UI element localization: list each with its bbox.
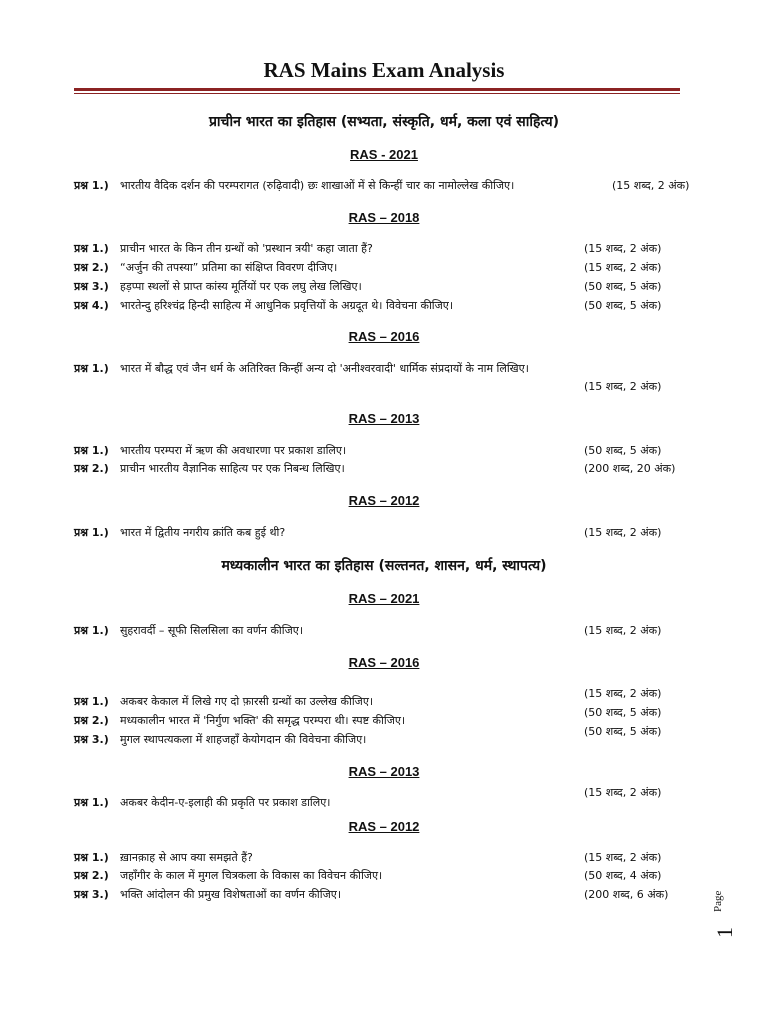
year-heading: RAS – 2018 — [348, 210, 420, 225]
title-rule-thick — [74, 88, 680, 91]
question-number: प्रश्न 1.) — [74, 796, 109, 809]
question-number: प्रश्न 1.) — [74, 179, 109, 192]
question-row — [74, 443, 694, 461]
question-row — [74, 786, 694, 813]
document-title: RAS Mains Exam Analysis — [263, 58, 505, 82]
question-text: ख़ानक़ाह से आप क्या समझते हैं? — [120, 851, 253, 864]
question-row — [74, 298, 694, 316]
question-row — [74, 887, 694, 905]
question-text: अकबर केदीन-ए-इलाही की प्रकृति पर प्रकाश डालिए। — [120, 796, 331, 809]
year-heading: RAS – 2016 — [348, 329, 420, 344]
question-marks: (15 शब्द, 2 अंक) — [584, 624, 662, 637]
question-text: सुहरावर्दी – सूफी सिलसिला का वर्णन कीजिए। — [120, 624, 304, 637]
question-text: “अर्जुन की तपस्या” प्रतिमा का संक्षिप्त विवरण दीजिए। — [120, 261, 338, 274]
question-marks: (50 शब्द, 4 अंक) — [584, 869, 662, 882]
year-heading: RAS – 2012 — [348, 493, 420, 508]
question-row — [74, 868, 694, 886]
question-number: प्रश्न 2.) — [74, 462, 109, 475]
question-text: भारतीय वैदिक दर्शन की परम्परागत (रुढ़िवादी) छः शाखाओं में से किन्हीं चार का नामोल्लेख कीजिए। — [120, 179, 515, 192]
year-heading: RAS – 2021 — [348, 591, 420, 606]
question-marks: (50 शब्द, 5 अंक) — [584, 706, 662, 719]
question-number: प्रश्न 1.) — [74, 695, 109, 708]
year-heading: RAS - 2021 — [350, 147, 418, 162]
year-heading: RAS – 2013 — [348, 411, 420, 426]
question-row — [74, 260, 694, 278]
question-marks: (15 शब्द, 2 अंक) — [584, 242, 662, 255]
question-marks: (50 शब्द, 5 अंक) — [584, 280, 662, 293]
question-text: भारत में द्वितीय नगरीय क्रांति कब हुई थी? — [120, 526, 286, 539]
question-row — [74, 279, 694, 297]
question-number: प्रश्न 1.) — [74, 242, 109, 255]
question-number: प्रश्न 4.) — [74, 299, 109, 312]
year-heading: RAS – 2013 — [348, 764, 420, 779]
question-row — [74, 623, 694, 641]
question-text: मध्यकालीन भारत में 'निर्गुण भक्ति' की समृद्ध परम्परा थी। स्पष्ट कीजिए। — [120, 714, 406, 727]
question-marks: (15 शब्द, 2 अंक) — [584, 526, 662, 539]
question-number: प्रश्न 3.) — [74, 888, 109, 901]
question-marks: (50 शब्द, 5 अंक) — [584, 299, 662, 312]
question-row — [74, 461, 694, 479]
question-text: हड़प्पा स्थलों से प्राप्त कांस्य मूर्तियों पर एक लघु लेख लिखिए। — [120, 280, 362, 293]
question-row — [74, 850, 694, 868]
question-text: भक्ति आंदोलन की प्रमुख विशेषताओं का वर्णन कीजिए। — [120, 888, 342, 901]
question-marks: (15 शब्द, 2 अंक) — [612, 179, 690, 192]
question-marks: (15 शब्द, 2 अंक) — [584, 851, 662, 864]
question-text: भारत में बौद्ध एवं जैन धर्म के अतिरिक्त किन्हीं अन्य दो 'अनीश्वरवादी' धार्मिक संप्रदायों के नाम लिखिए। — [120, 362, 529, 375]
question-text: प्राचीन भारतीय वैज्ञानिक साहित्य पर एक निबन्ध लिखिए। — [120, 462, 345, 475]
question-text: मुगल स्थापत्यकला में शाहजहाँ केयोगदान की विवेचना कीजिए। — [120, 733, 367, 746]
question-row — [74, 525, 694, 543]
question-row — [74, 178, 694, 196]
question-number: प्रश्न 2.) — [74, 261, 109, 274]
question-number: प्रश्न 2.) — [74, 869, 109, 882]
page-number: 1 — [712, 927, 737, 938]
question-text: जहाँगीर के काल में मुगल चित्रकला के विकास का विवेचन कीजिए। — [120, 869, 383, 882]
question-marks: (15 शब्द, 2 अंक) — [584, 261, 662, 274]
page-label: Page — [712, 890, 724, 912]
question-number: प्रश्न 1.) — [74, 851, 109, 864]
question-row — [74, 361, 694, 401]
question-number: प्रश्न 1.) — [74, 444, 109, 457]
question-number: प्रश्न 1.) — [74, 624, 109, 637]
question-text: भारतीय परम्परा में ऋण की अवधारणा पर प्रकाश डालिए। — [120, 444, 347, 457]
question-text: अकबर केकाल में लिखे गए दो फ़ारसी ग्रन्थों का उल्लेख कीजिए। — [120, 695, 374, 708]
question-number: प्रश्न 3.) — [74, 280, 109, 293]
question-marks: (50 शब्द, 5 अंक) — [584, 725, 662, 738]
question-marks: (200 शब्द, 6 अंक) — [584, 888, 669, 901]
question-marks: (15 शब्द, 2 अंक) — [584, 786, 662, 799]
question-row — [74, 725, 694, 750]
section-heading-ancient: प्राचीन भारत का इतिहास (सभ्यता, संस्कृति, धर्म, कला एवं साहित्य) — [208, 114, 560, 130]
year-heading: RAS – 2012 — [348, 819, 420, 834]
title-rule-thin — [74, 93, 680, 94]
page-footer — [712, 890, 752, 950]
question-marks: (15 शब्द, 2 अंक) — [584, 380, 662, 393]
question-marks: (200 शब्द, 20 अंक) — [584, 462, 676, 475]
question-number: प्रश्न 1.) — [74, 526, 109, 539]
question-marks: (50 शब्द, 5 अंक) — [584, 444, 662, 457]
question-text: भारतेन्दु हरिश्चंद्र हिन्दी साहित्य में आधुनिक प्रवृत्तियों के अग्रदूत थे। विवेचना कीजिए। — [120, 299, 454, 312]
year-heading: RAS – 2016 — [348, 655, 420, 670]
question-marks: (15 शब्द, 2 अंक) — [584, 687, 662, 700]
question-number: प्रश्न 2.) — [74, 714, 109, 727]
section-heading-medieval: मध्यकालीन भारत का इतिहास (सल्तनत, शासन, धर्म, स्थापत्य) — [221, 558, 547, 574]
question-text: प्राचीन भारत के किन तीन ग्रन्थों को 'प्रस्थान त्रयी' कहा जाता हैं? — [120, 242, 373, 255]
question-number: प्रश्न 3.) — [74, 733, 109, 746]
question-number: प्रश्न 1.) — [74, 362, 109, 375]
question-row — [74, 241, 694, 259]
